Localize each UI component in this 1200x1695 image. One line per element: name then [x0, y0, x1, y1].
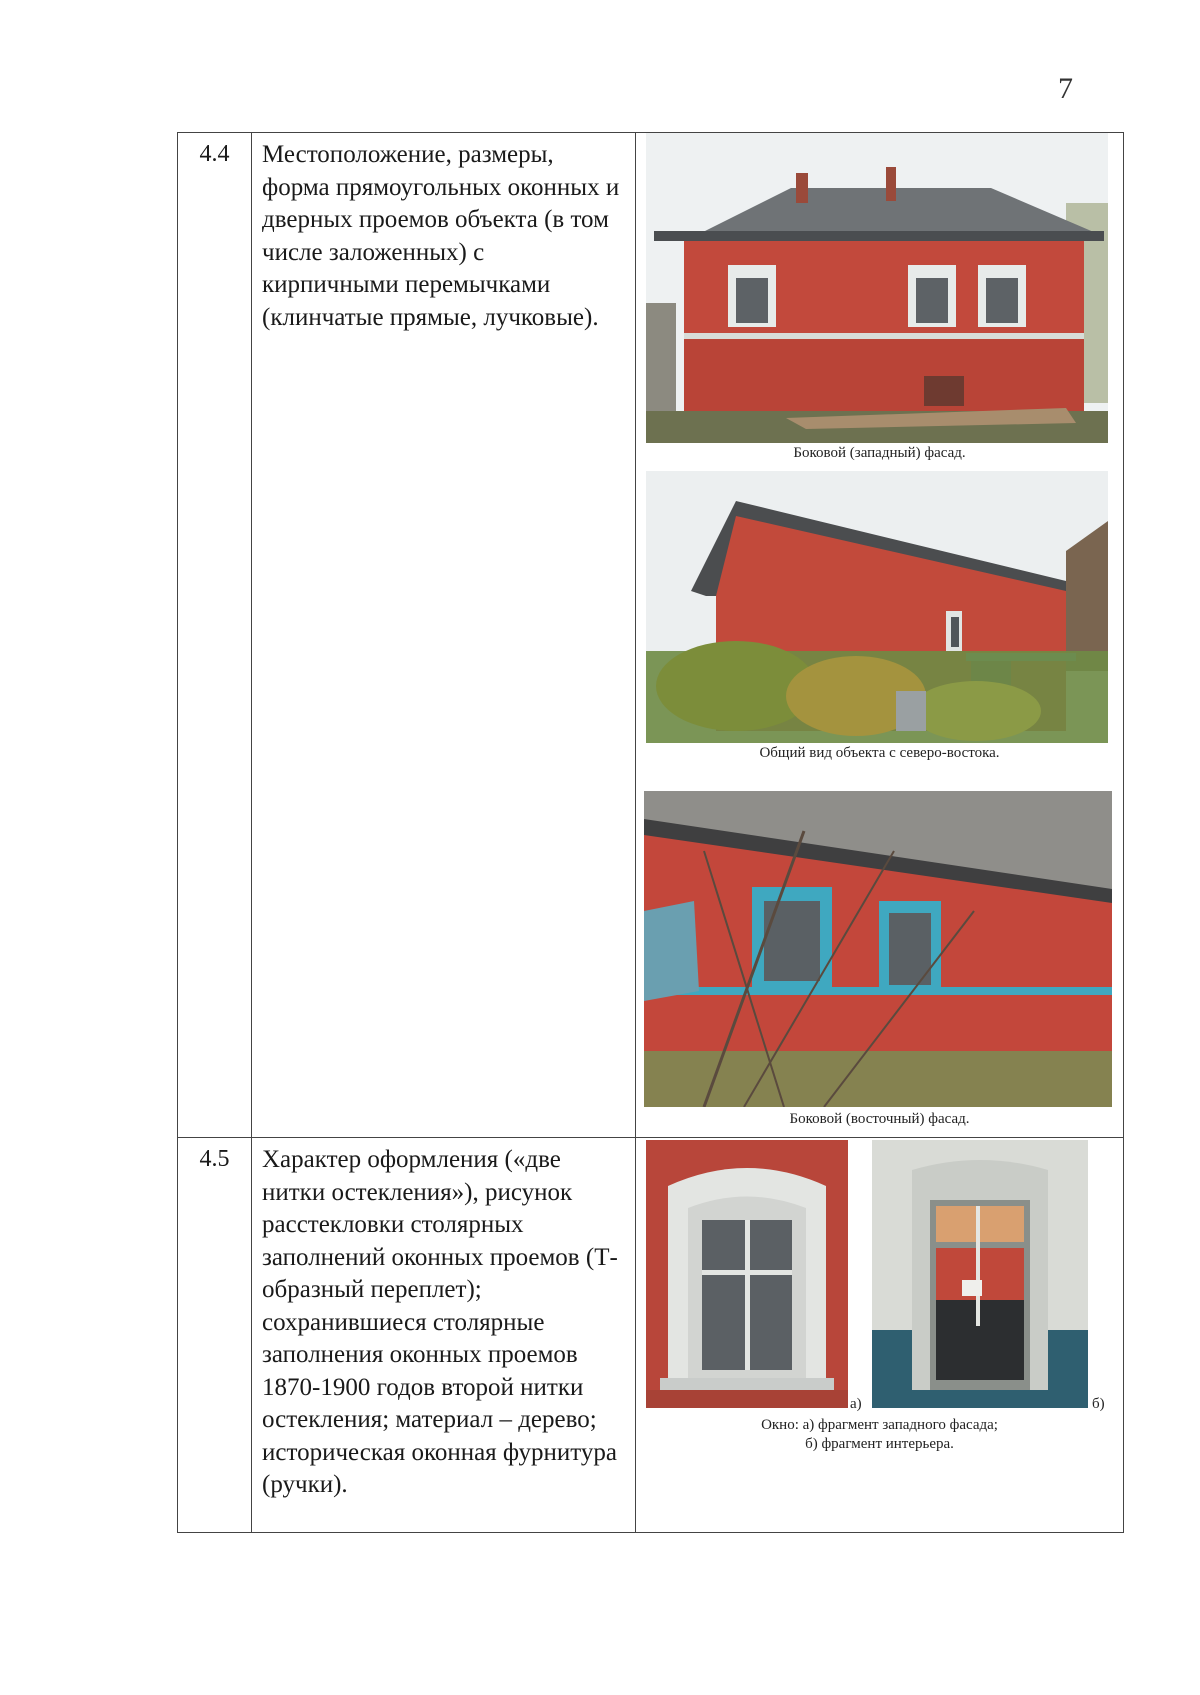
photo-northeast-view [646, 471, 1108, 743]
photo-caption: Общий вид объекта с северо-востока. [759, 745, 1000, 761]
table-row [178, 1138, 1124, 1533]
row-description: Местоположение, размеры, форма прямоугольных оконных и дверных проемов объекта (в том числе заложенных) с кирпичными перемычками (клинчатые прямые, лучковые). [252, 133, 636, 1138]
photo-label-b: б) [1092, 1396, 1105, 1412]
photo-label-a: а) [850, 1396, 862, 1412]
page-number: 7 [1058, 72, 1073, 105]
row-number: 4.5 [178, 1138, 252, 1533]
row-number: 4.4 [178, 133, 252, 1138]
caption-line: Окно: а) фрагмент западного фасада; [761, 1417, 998, 1433]
caption-line: б) фрагмент интерьера. [805, 1436, 954, 1452]
photo-caption: Боковой (западный) фасад. [793, 445, 966, 461]
row-description: Характер оформления («две нитки остекления»), рисунок расстекловки столярных заполнений оконных проемов (Т-образный переплет); сохранившиеся столярные заполнения оконных проемов 1870-1900 годов второй нитки остекления; материал – дерево; историческая оконная фурнитура (ручки). [252, 1138, 636, 1533]
photo-caption: Боковой (восточный) фасад. [789, 1111, 970, 1127]
photo-cell [636, 1138, 1124, 1533]
photo-caption [636, 1416, 1123, 1454]
photo-cell [636, 133, 1124, 1138]
photo-window-exterior [646, 1140, 848, 1408]
heritage-features-table [177, 132, 1124, 1533]
photo-west-facade [646, 133, 1108, 443]
photo-window-interior [872, 1140, 1088, 1408]
table-row [178, 133, 1124, 1138]
photo-east-facade [644, 791, 1112, 1107]
